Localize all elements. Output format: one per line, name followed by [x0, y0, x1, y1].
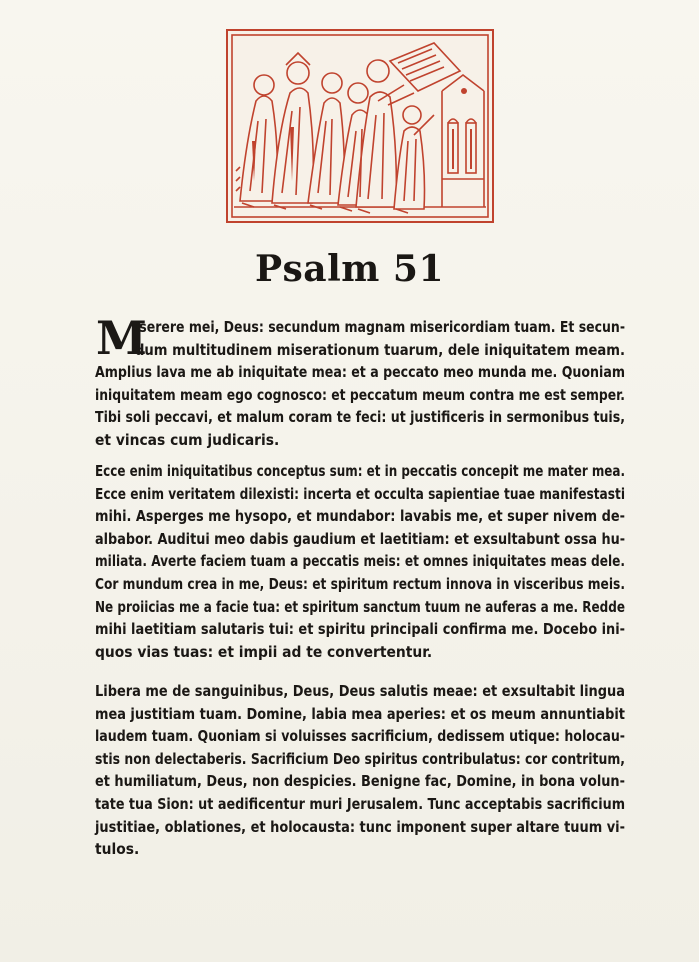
paragraph-line: albabor. Auditui meo dabis gaudium et laetitiam: et exsultabunt ossa hu-: [95, 529, 626, 548]
page-title: Psalm 51: [254, 248, 445, 290]
paragraph-line: iserere mei, Deus: secundum magnam misericordiam tuam. Et secun-: [135, 318, 626, 336]
paragraph-line: et vincas cum judicaris.: [95, 430, 280, 449]
woodcut-illustration: [226, 29, 494, 223]
choir-woodcut-image: [228, 31, 492, 221]
paragraph-line: tulos.: [95, 840, 140, 859]
paragraph-1: [95, 311, 626, 452]
paragraph-line: Ecce enim iniquitatibus conceptus sum: et in peccatis concepit me mater mea.: [95, 462, 626, 480]
paragraph-line: justitiae, oblationes, et holocausta: tunc imponent super altare tuum vi-: [95, 817, 625, 836]
paragraph-line: Ecce enim veritatem dilexisti: incerta et occulta sapientiae tuae manifestasti: [95, 484, 625, 503]
paragraph-line: et humiliatum, Deus, non despicies. Benigne fac, Domine, in bona volun-: [95, 772, 625, 791]
paragraph-line: quos vias tuas: et impii ad te convertentur.: [95, 642, 433, 661]
paragraph-line: Libera me de sanguinibus, Deus, Deus salutis meae: et exsultabit lingua: [95, 682, 626, 700]
paragraph-line: mihi laetitiam salutaris tui: et spiritu principali confirma me. Docebo ini-: [95, 620, 626, 639]
drop-cap: M: [96, 311, 147, 365]
paragraph-line: tate tua Sion: ut aedificentur muri Jerusalem. Tunc acceptabis sacrificium: [95, 794, 626, 813]
paragraph-line: mihi. Asperges me hysopo, et mundabor: lavabis me, et super nivem de-: [95, 507, 625, 526]
paragraph-line: stis non delectaberis. Sacrificium Deo spiritus contribulatus: cor contritum,: [95, 749, 626, 768]
paragraph-line: miliata. Averte faciem tuam a peccatis meis: et omnes iniquitates meas dele.: [95, 552, 626, 571]
paragraph-line: Tibi soli peccavi, et malum coram te feci: ut justificeris in sermonibus tuis,: [95, 408, 626, 427]
paragraph-line: Cor mundum crea in me, Deus: et spiritum rectum innova in visceribus meis.: [95, 574, 625, 593]
paragraph-line: iniquitatem meam ego cognosco: et peccatum meum contra me est semper.: [95, 385, 625, 404]
paragraph-line: Ne proiicias me a facie tua: et spiritum sanctum tuum ne auferas a me. Redde: [95, 597, 625, 616]
paragraph-2: [95, 460, 625, 663]
paragraph-line: Amplius lava me ab iniquitate mea: et a peccato meo munda me. Quoniam: [95, 363, 625, 382]
paragraph-line: dum multitudinem miserationum tuarum, dele iniquitatem meam.: [135, 340, 625, 359]
paragraph-line: laudem tuam. Quoniam si voluisses sacrificium, dedissem utique: holocau-: [95, 727, 626, 746]
paragraph-3: [95, 680, 625, 861]
paragraph-line: mea justitiam tuam. Domine, labia mea aperies: et os meum annuntiabit: [95, 704, 625, 723]
